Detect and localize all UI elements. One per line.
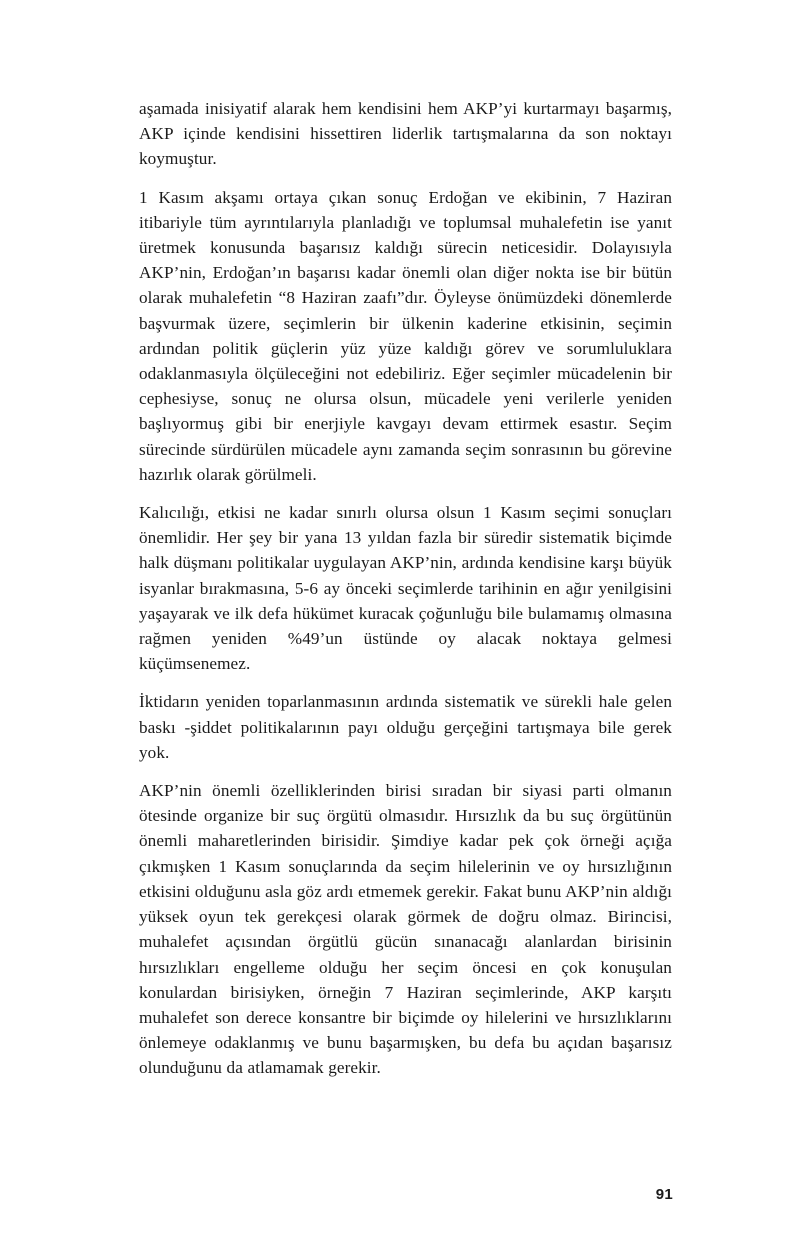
paragraph-5: AKP’nin önemli özelliklerinden birisi sıradan bir siyasi parti olmanın ötesinde organize bir suç örgütü olmasıdır. Hırsızlık da bu suç örgütünün önemli maharetlerinden birisidir. Şimdiye kadar pek çok örneği açığa çıkmışken 1 Kasım sonuçlarında da seçim hilelerinin ve oy hırsızlığının etkisini olduğunu asla göz ardı etmemek gerekir. Fakat bunu AKP’nin aldığı yüksek oyun tek gerekçesi olarak görmek de doğru olmaz. Birincisi, muhalefet açısından örgütlü gücün sınanacağı alanlardan birisinin hırsızlıkları engelleme olduğu her seçim öncesi en çok konuşulan konulardan birisiyken, örneğin 7 Haziran seçimlerinde, AKP karşıtı muhalefet son derece konsantre bir biçimde oy hilelerini ve hırsızlıklarını önlemeye odaklanmış ve bunu başarmışken, bu defa bu açıdan başarısız olunduğunu da atlamamak gerekir. xyxy=(139,781,672,1078)
page-body-text xyxy=(139,96,672,1081)
paragraph-1: aşamada inisiyatif alarak hem kendisini hem AKP’yi kurtarmayı başarmış, AKP içinde kendisini hissettiren liderlik tartışmalarına da son noktayı koymuştur. xyxy=(139,99,672,169)
paragraph-3: Kalıcılığı, etkisi ne kadar sınırlı olursa olsun 1 Kasım seçimi sonuçları önemlidir. Her şey bir yana 13 yıldan fazla bir süredir sistematik biçimde halk düşmanı politikalar uygulayan AKP’nin, ardında kendisine karşı büyük isyanlar bırakmasına, 5-6 ay önceki seçimlerde tarihinin en ağır yenilgisini yaşayarak ve ilk defa hükümet kuracak çoğunluğu bile bulamamış olmasına rağmen yeniden %49’un üstünde oy alacak noktaya gelmesi küçümsenemez. xyxy=(139,503,672,674)
paragraph-2: 1 Kasım akşamı ortaya çıkan sonuç Erdoğan ve ekibinin, 7 Haziran itibariyle tüm ayrıntılarıyla planladığı ve toplumsal muhalefetin ise yanıt üretmek konusunda başarısız kaldığı sürecin neticesidir. Dolayısıyla AKP’nin, Erdoğan’ın başarısı kadar önemli olan diğer nokta ise bir bütün olarak muhalefetin “8 Haziran zaafı”dır. Öyleyse önümüzdeki dönemlerde başvurmak üzere, seçimlerin bir ülkenin kaderine etkisinin, seçimin ardından politik güçlerin yüz yüze kaldığı görev ve sorumluluklara odaklanmasıyla ölçüleceğini not edebiliriz. Eğer seçimler mücadelenin bir cephesiyse, sonuç ne olursa olsun, mücadele yeni verilerle yeniden başlıyormuş gibi bir enerjiyle kavgayı devam ettirmek esastır. Seçim sürecinde sürdürülen mücadele aynı zamanda seçim sonrasının bu görevine hazırlık olarak görülmeli. xyxy=(139,187,672,484)
page-number: 91 xyxy=(655,1186,673,1203)
paragraph-4: İktidarın yeniden toparlanmasının ardında sistematik ve sürekli hale gelen baskı -şiddet politikalarının payı olduğu gerçeğini tartışmaya bile gerek yok. xyxy=(139,692,672,762)
